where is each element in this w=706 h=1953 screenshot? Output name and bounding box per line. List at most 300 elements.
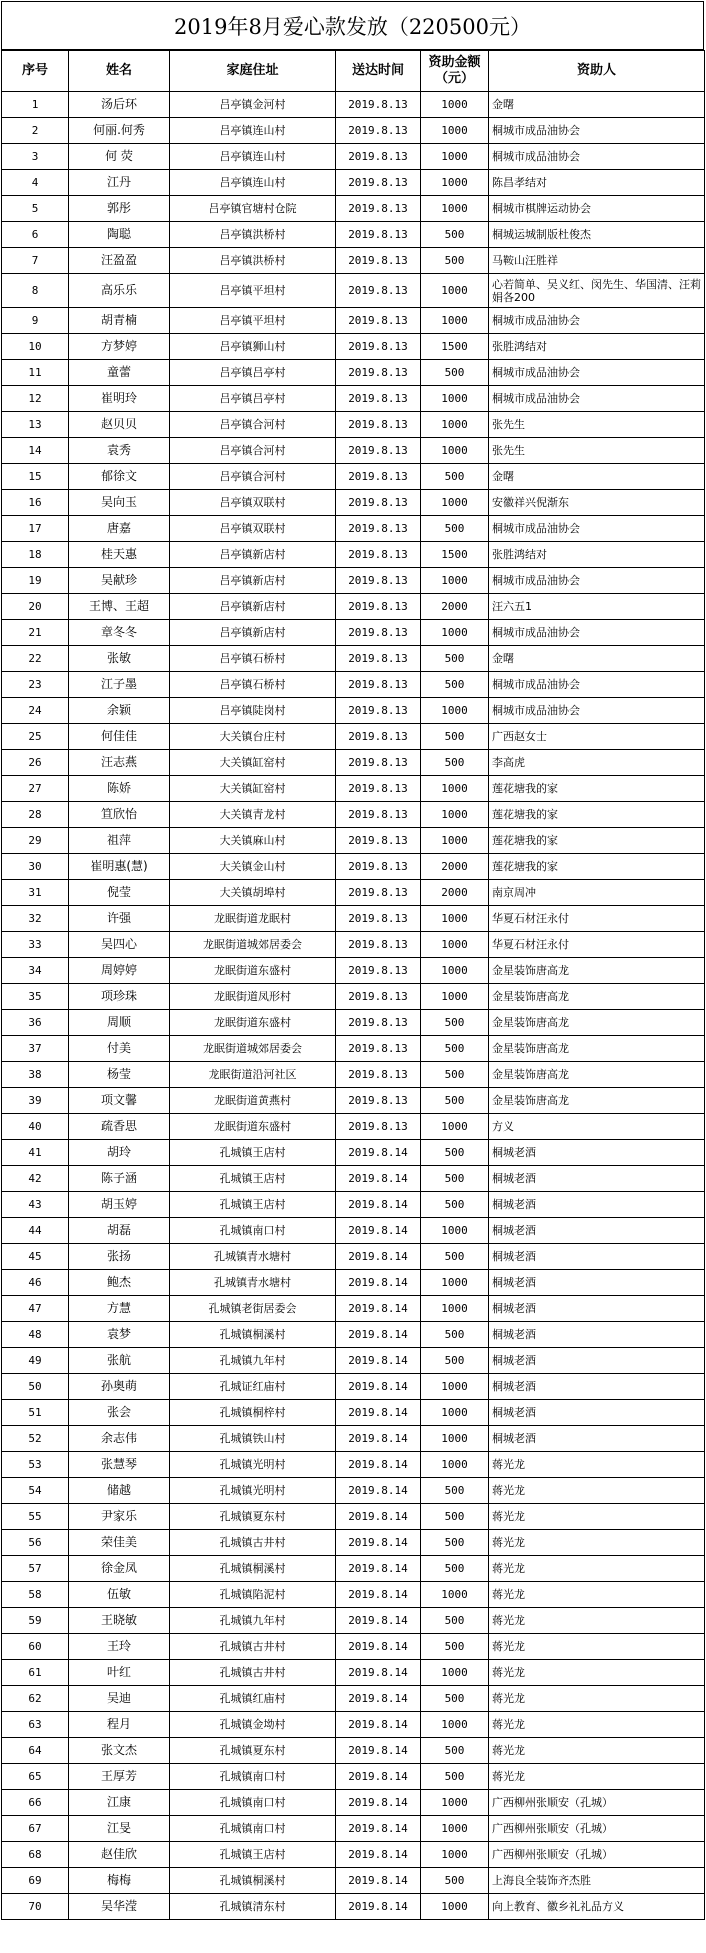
cell-amount: 500 xyxy=(421,1244,489,1270)
cell-donor: 南京周冲 xyxy=(489,880,705,906)
cell-donor: 桐城市成品油协会 xyxy=(489,360,705,386)
cell-date: 2019.8.14 xyxy=(336,1582,421,1608)
cell-date: 2019.8.13 xyxy=(336,144,421,170)
cell-name: 方梦婷 xyxy=(69,334,170,360)
cell-amount: 1000 xyxy=(421,906,489,932)
cell-name: 祖萍 xyxy=(69,828,170,854)
cell-amount: 1000 xyxy=(421,412,489,438)
cell-amount: 500 xyxy=(421,1504,489,1530)
table-row xyxy=(2,144,705,170)
header-amount: 资助金额（元） xyxy=(421,51,489,92)
cell-donor: 桐城市成品油协会 xyxy=(489,698,705,724)
cell-index: 42 xyxy=(2,1166,69,1192)
cell-address: 吕亭镇陡岗村 xyxy=(170,698,336,724)
cell-name: 吴四心 xyxy=(69,932,170,958)
cell-date: 2019.8.13 xyxy=(336,464,421,490)
header-name: 姓名 xyxy=(69,51,170,92)
cell-amount: 1000 xyxy=(421,932,489,958)
cell-date: 2019.8.13 xyxy=(336,308,421,334)
cell-date: 2019.8.14 xyxy=(336,1504,421,1530)
cell-address: 吕亭镇合河村 xyxy=(170,412,336,438)
cell-donor: 蒋光龙 xyxy=(489,1686,705,1712)
cell-name: 伍敏 xyxy=(69,1582,170,1608)
cell-address: 吕亭镇洪桥村 xyxy=(170,222,336,248)
table-row xyxy=(2,854,705,880)
cell-address: 孔城镇南口村 xyxy=(170,1218,336,1244)
cell-donor: 桐城老酒 xyxy=(489,1322,705,1348)
cell-amount: 500 xyxy=(421,1088,489,1114)
table-row xyxy=(2,906,705,932)
cell-date: 2019.8.13 xyxy=(336,958,421,984)
cell-amount: 500 xyxy=(421,222,489,248)
cell-name: 杨莹 xyxy=(69,1062,170,1088)
table-row xyxy=(2,750,705,776)
cell-name: 江旻 xyxy=(69,1816,170,1842)
cell-date: 2019.8.13 xyxy=(336,92,421,118)
cell-name: 倪莹 xyxy=(69,880,170,906)
cell-index: 27 xyxy=(2,776,69,802)
table-row xyxy=(2,1062,705,1088)
cell-date: 2019.8.14 xyxy=(336,1348,421,1374)
cell-index: 6 xyxy=(2,222,69,248)
cell-index: 56 xyxy=(2,1530,69,1556)
cell-name: 陈娇 xyxy=(69,776,170,802)
cell-address: 吕亭镇合河村 xyxy=(170,464,336,490)
cell-amount: 1000 xyxy=(421,828,489,854)
cell-donor: 蒋光龙 xyxy=(489,1738,705,1764)
cell-amount: 1000 xyxy=(421,620,489,646)
cell-amount: 1000 xyxy=(421,1270,489,1296)
cell-amount: 1000 xyxy=(421,118,489,144)
cell-amount: 500 xyxy=(421,1192,489,1218)
table-row xyxy=(2,698,705,724)
cell-index: 67 xyxy=(2,1816,69,1842)
cell-index: 28 xyxy=(2,802,69,828)
cell-date: 2019.8.13 xyxy=(336,724,421,750)
header-index: 序号 xyxy=(2,51,69,92)
cell-name: 梅梅 xyxy=(69,1868,170,1894)
cell-address: 大关镇金山村 xyxy=(170,854,336,880)
table-row xyxy=(2,1400,705,1426)
cell-name: 鲍杰 xyxy=(69,1270,170,1296)
table-row xyxy=(2,1816,705,1842)
cell-name: 张扬 xyxy=(69,1244,170,1270)
table-row xyxy=(2,1010,705,1036)
cell-date: 2019.8.13 xyxy=(336,334,421,360)
cell-index: 7 xyxy=(2,248,69,274)
cell-index: 62 xyxy=(2,1686,69,1712)
cell-donor: 金曙 xyxy=(489,92,705,118)
cell-name: 袁秀 xyxy=(69,438,170,464)
cell-name: 余颖 xyxy=(69,698,170,724)
cell-index: 35 xyxy=(2,984,69,1010)
cell-name: 陶聪 xyxy=(69,222,170,248)
cell-address: 吕亭镇新店村 xyxy=(170,620,336,646)
cell-address: 大关镇青龙村 xyxy=(170,802,336,828)
cell-date: 2019.8.13 xyxy=(336,248,421,274)
cell-donor: 蒋光龙 xyxy=(489,1504,705,1530)
cell-name: 项文馨 xyxy=(69,1088,170,1114)
table-row xyxy=(2,334,705,360)
cell-amount: 500 xyxy=(421,1062,489,1088)
cell-amount: 1000 xyxy=(421,1790,489,1816)
cell-index: 58 xyxy=(2,1582,69,1608)
cell-name: 胡青楠 xyxy=(69,308,170,334)
cell-date: 2019.8.14 xyxy=(336,1868,421,1894)
table-row xyxy=(2,984,705,1010)
cell-donor: 马鞍山汪胜祥 xyxy=(489,248,705,274)
cell-index: 24 xyxy=(2,698,69,724)
cell-address: 孔城镇王店村 xyxy=(170,1192,336,1218)
cell-date: 2019.8.13 xyxy=(336,360,421,386)
cell-donor: 安徽祥兴倪渐东 xyxy=(489,490,705,516)
cell-address: 吕亭镇连山村 xyxy=(170,118,336,144)
cell-address: 大关镇胡埠村 xyxy=(170,880,336,906)
cell-address: 孔城镇桐溪村 xyxy=(170,1868,336,1894)
cell-donor: 蒋光龙 xyxy=(489,1634,705,1660)
cell-amount: 1000 xyxy=(421,196,489,222)
cell-donor: 蒋光龙 xyxy=(489,1478,705,1504)
cell-name: 何佳佳 xyxy=(69,724,170,750)
cell-date: 2019.8.13 xyxy=(336,802,421,828)
cell-amount: 1000 xyxy=(421,1582,489,1608)
cell-donor: 方义 xyxy=(489,1114,705,1140)
cell-amount: 500 xyxy=(421,1608,489,1634)
cell-address: 孔城镇金坳村 xyxy=(170,1712,336,1738)
table-row xyxy=(2,958,705,984)
table-row xyxy=(2,1322,705,1348)
cell-date: 2019.8.13 xyxy=(336,932,421,958)
cell-donor: 蒋光龙 xyxy=(489,1556,705,1582)
cell-name: 吴向玉 xyxy=(69,490,170,516)
cell-amount: 500 xyxy=(421,1686,489,1712)
cell-name: 赵佳欣 xyxy=(69,1842,170,1868)
cell-date: 2019.8.13 xyxy=(336,828,421,854)
table-row xyxy=(2,1712,705,1738)
cell-name: 张会 xyxy=(69,1400,170,1426)
cell-donor: 蒋光龙 xyxy=(489,1608,705,1634)
cell-amount: 500 xyxy=(421,1348,489,1374)
cell-amount: 500 xyxy=(421,1764,489,1790)
cell-index: 3 xyxy=(2,144,69,170)
cell-index: 68 xyxy=(2,1842,69,1868)
table-row xyxy=(2,880,705,906)
cell-index: 1 xyxy=(2,92,69,118)
table-row xyxy=(2,92,705,118)
cell-amount: 500 xyxy=(421,464,489,490)
table-row xyxy=(2,1218,705,1244)
cell-address: 龙眠街道城郊居委会 xyxy=(170,932,336,958)
cell-name: 许强 xyxy=(69,906,170,932)
cell-address: 吕亭镇石桥村 xyxy=(170,672,336,698)
cell-index: 5 xyxy=(2,196,69,222)
cell-index: 16 xyxy=(2,490,69,516)
cell-amount: 1000 xyxy=(421,170,489,196)
cell-index: 49 xyxy=(2,1348,69,1374)
cell-donor: 华夏石材汪永付 xyxy=(489,906,705,932)
cell-donor: 桐城市成品油协会 xyxy=(489,386,705,412)
cell-date: 2019.8.14 xyxy=(336,1270,421,1296)
cell-address: 孔城镇南口村 xyxy=(170,1764,336,1790)
table-row xyxy=(2,1868,705,1894)
cell-name: 吴华滢 xyxy=(69,1894,170,1920)
cell-date: 2019.8.14 xyxy=(336,1530,421,1556)
table-row xyxy=(2,1478,705,1504)
cell-index: 19 xyxy=(2,568,69,594)
cell-donor: 桐城老酒 xyxy=(489,1192,705,1218)
cell-name: 江丹 xyxy=(69,170,170,196)
cell-amount: 500 xyxy=(421,360,489,386)
table-row xyxy=(2,594,705,620)
cell-date: 2019.8.14 xyxy=(336,1894,421,1920)
cell-name: 张文杰 xyxy=(69,1738,170,1764)
cell-name: 何丽.何秀 xyxy=(69,118,170,144)
cell-address: 吕亭镇双联村 xyxy=(170,516,336,542)
cell-address: 孔城镇老街居委会 xyxy=(170,1296,336,1322)
cell-amount: 1500 xyxy=(421,542,489,568)
table-row xyxy=(2,516,705,542)
cell-date: 2019.8.13 xyxy=(336,386,421,412)
cell-donor: 莲花塘我的家 xyxy=(489,776,705,802)
cell-index: 61 xyxy=(2,1660,69,1686)
cell-date: 2019.8.13 xyxy=(336,568,421,594)
table-row xyxy=(2,118,705,144)
table-row xyxy=(2,1634,705,1660)
cell-address: 孔城镇清东村 xyxy=(170,1894,336,1920)
cell-date: 2019.8.14 xyxy=(336,1738,421,1764)
cell-name: 张慧琴 xyxy=(69,1452,170,1478)
header-date: 送达时间 xyxy=(336,51,421,92)
cell-index: 43 xyxy=(2,1192,69,1218)
table-row xyxy=(2,464,705,490)
cell-date: 2019.8.14 xyxy=(336,1712,421,1738)
donation-table xyxy=(1,50,705,1920)
cell-name: 崔明玲 xyxy=(69,386,170,412)
cell-date: 2019.8.13 xyxy=(336,594,421,620)
cell-address: 孔城镇九年村 xyxy=(170,1348,336,1374)
cell-date: 2019.8.14 xyxy=(336,1686,421,1712)
cell-name: 疏香思 xyxy=(69,1114,170,1140)
cell-name: 胡玉婷 xyxy=(69,1192,170,1218)
cell-amount: 1000 xyxy=(421,776,489,802)
cell-donor: 金星装饰唐高龙 xyxy=(489,1010,705,1036)
table-row xyxy=(2,490,705,516)
cell-amount: 1000 xyxy=(421,1452,489,1478)
cell-amount: 1000 xyxy=(421,386,489,412)
cell-index: 36 xyxy=(2,1010,69,1036)
table-row xyxy=(2,1660,705,1686)
cell-address: 大关镇台庄村 xyxy=(170,724,336,750)
cell-address: 吕亭镇连山村 xyxy=(170,170,336,196)
cell-index: 53 xyxy=(2,1452,69,1478)
cell-address: 吕亭镇双联村 xyxy=(170,490,336,516)
cell-amount: 500 xyxy=(421,1140,489,1166)
cell-donor: 桐城市成品油协会 xyxy=(489,118,705,144)
cell-index: 70 xyxy=(2,1894,69,1920)
cell-donor: 桐城老酒 xyxy=(489,1374,705,1400)
cell-index: 48 xyxy=(2,1322,69,1348)
cell-date: 2019.8.14 xyxy=(336,1816,421,1842)
cell-amount: 500 xyxy=(421,672,489,698)
cell-donor: 桐城老酒 xyxy=(489,1140,705,1166)
cell-index: 60 xyxy=(2,1634,69,1660)
cell-name: 项珍珠 xyxy=(69,984,170,1010)
table-row xyxy=(2,1790,705,1816)
cell-address: 孔城镇古井村 xyxy=(170,1530,336,1556)
cell-date: 2019.8.14 xyxy=(336,1556,421,1582)
cell-date: 2019.8.13 xyxy=(336,906,421,932)
cell-index: 20 xyxy=(2,594,69,620)
header-address: 家庭住址 xyxy=(170,51,336,92)
cell-amount: 1000 xyxy=(421,92,489,118)
table-body xyxy=(2,92,705,1920)
cell-amount: 500 xyxy=(421,516,489,542)
cell-index: 14 xyxy=(2,438,69,464)
cell-name: 汪志燕 xyxy=(69,750,170,776)
cell-amount: 1500 xyxy=(421,334,489,360)
cell-index: 17 xyxy=(2,516,69,542)
cell-address: 孔城镇九年村 xyxy=(170,1608,336,1634)
cell-address: 龙眠街道东盛村 xyxy=(170,1114,336,1140)
cell-name: 王厚芳 xyxy=(69,1764,170,1790)
cell-index: 4 xyxy=(2,170,69,196)
cell-donor: 广西柳州张顺安（孔城） xyxy=(489,1842,705,1868)
cell-donor: 张胜鸿结对 xyxy=(489,542,705,568)
cell-amount: 1000 xyxy=(421,308,489,334)
cell-address: 孔城证红庙村 xyxy=(170,1374,336,1400)
cell-date: 2019.8.14 xyxy=(336,1478,421,1504)
table-row xyxy=(2,274,705,308)
cell-date: 2019.8.13 xyxy=(336,750,421,776)
cell-address: 大关镇缸窑村 xyxy=(170,750,336,776)
table-row xyxy=(2,412,705,438)
cell-date: 2019.8.14 xyxy=(336,1790,421,1816)
cell-donor: 金星装饰唐高龙 xyxy=(489,1062,705,1088)
table-row xyxy=(2,438,705,464)
cell-address: 孔城镇桐梓村 xyxy=(170,1400,336,1426)
table-row xyxy=(2,1608,705,1634)
cell-donor: 桐城老酒 xyxy=(489,1270,705,1296)
cell-name: 胡磊 xyxy=(69,1218,170,1244)
cell-name: 周顺 xyxy=(69,1010,170,1036)
cell-amount: 500 xyxy=(421,248,489,274)
cell-index: 31 xyxy=(2,880,69,906)
cell-index: 26 xyxy=(2,750,69,776)
cell-address: 吕亭镇平坦村 xyxy=(170,274,336,308)
cell-date: 2019.8.13 xyxy=(336,776,421,802)
cell-index: 65 xyxy=(2,1764,69,1790)
cell-address: 吕亭镇新店村 xyxy=(170,542,336,568)
cell-date: 2019.8.13 xyxy=(336,698,421,724)
table-row xyxy=(2,646,705,672)
cell-amount: 1000 xyxy=(421,438,489,464)
cell-date: 2019.8.14 xyxy=(336,1400,421,1426)
cell-name: 郁徐文 xyxy=(69,464,170,490)
cell-date: 2019.8.13 xyxy=(336,1062,421,1088)
cell-donor: 广西柳州张顺安（孔城） xyxy=(489,1816,705,1842)
cell-index: 66 xyxy=(2,1790,69,1816)
cell-amount: 1000 xyxy=(421,1400,489,1426)
cell-donor: 桐城市成品油协会 xyxy=(489,620,705,646)
table-row xyxy=(2,724,705,750)
cell-date: 2019.8.14 xyxy=(336,1244,421,1270)
cell-address: 吕亭镇石桥村 xyxy=(170,646,336,672)
table-row xyxy=(2,1530,705,1556)
cell-amount: 500 xyxy=(421,750,489,776)
cell-donor: 桐城市成品油协会 xyxy=(489,144,705,170)
cell-date: 2019.8.13 xyxy=(336,1036,421,1062)
table-row xyxy=(2,1192,705,1218)
cell-amount: 2000 xyxy=(421,880,489,906)
cell-address: 孔城镇古井村 xyxy=(170,1660,336,1686)
cell-name: 唐嘉 xyxy=(69,516,170,542)
table-row xyxy=(2,308,705,334)
table-row xyxy=(2,1114,705,1140)
cell-name: 郭彤 xyxy=(69,196,170,222)
table-row xyxy=(2,1764,705,1790)
cell-donor: 桐城市棋牌运动协会 xyxy=(489,196,705,222)
cell-name: 王博、王超 xyxy=(69,594,170,620)
cell-name: 王玲 xyxy=(69,1634,170,1660)
cell-index: 52 xyxy=(2,1426,69,1452)
cell-donor: 金曙 xyxy=(489,646,705,672)
cell-date: 2019.8.14 xyxy=(336,1842,421,1868)
cell-index: 34 xyxy=(2,958,69,984)
cell-donor: 金星装饰唐高龙 xyxy=(489,958,705,984)
cell-date: 2019.8.13 xyxy=(336,620,421,646)
cell-amount: 1000 xyxy=(421,984,489,1010)
cell-name: 徐金凤 xyxy=(69,1556,170,1582)
cell-address: 龙眠街道东盛村 xyxy=(170,1010,336,1036)
cell-address: 孔城镇南口村 xyxy=(170,1790,336,1816)
cell-amount: 1000 xyxy=(421,958,489,984)
cell-donor: 张胜鸿结对 xyxy=(489,334,705,360)
table-row xyxy=(2,1556,705,1582)
cell-name: 汪盈盈 xyxy=(69,248,170,274)
cell-address: 龙眠街道沿河社区 xyxy=(170,1062,336,1088)
cell-index: 13 xyxy=(2,412,69,438)
cell-name: 付美 xyxy=(69,1036,170,1062)
cell-amount: 1000 xyxy=(421,490,489,516)
cell-index: 12 xyxy=(2,386,69,412)
cell-donor: 张先生 xyxy=(489,438,705,464)
table-row xyxy=(2,1452,705,1478)
table-row xyxy=(2,932,705,958)
cell-amount: 1000 xyxy=(421,1296,489,1322)
table-row xyxy=(2,1270,705,1296)
table-row xyxy=(2,620,705,646)
cell-date: 2019.8.13 xyxy=(336,854,421,880)
cell-amount: 500 xyxy=(421,1634,489,1660)
cell-index: 22 xyxy=(2,646,69,672)
cell-date: 2019.8.14 xyxy=(336,1608,421,1634)
cell-amount: 500 xyxy=(421,646,489,672)
cell-name: 童蕾 xyxy=(69,360,170,386)
table-row xyxy=(2,1166,705,1192)
cell-index: 45 xyxy=(2,1244,69,1270)
cell-address: 孔城镇铁山村 xyxy=(170,1426,336,1452)
cell-address: 孔城镇光明村 xyxy=(170,1478,336,1504)
cell-index: 29 xyxy=(2,828,69,854)
cell-name: 王晓敏 xyxy=(69,1608,170,1634)
cell-date: 2019.8.13 xyxy=(336,274,421,308)
cell-donor: 桐城老酒 xyxy=(489,1166,705,1192)
cell-name: 袁梦 xyxy=(69,1322,170,1348)
cell-date: 2019.8.13 xyxy=(336,412,421,438)
cell-address: 龙眠街道城郊居委会 xyxy=(170,1036,336,1062)
cell-address: 吕亭镇平坦村 xyxy=(170,308,336,334)
cell-amount: 500 xyxy=(421,1322,489,1348)
